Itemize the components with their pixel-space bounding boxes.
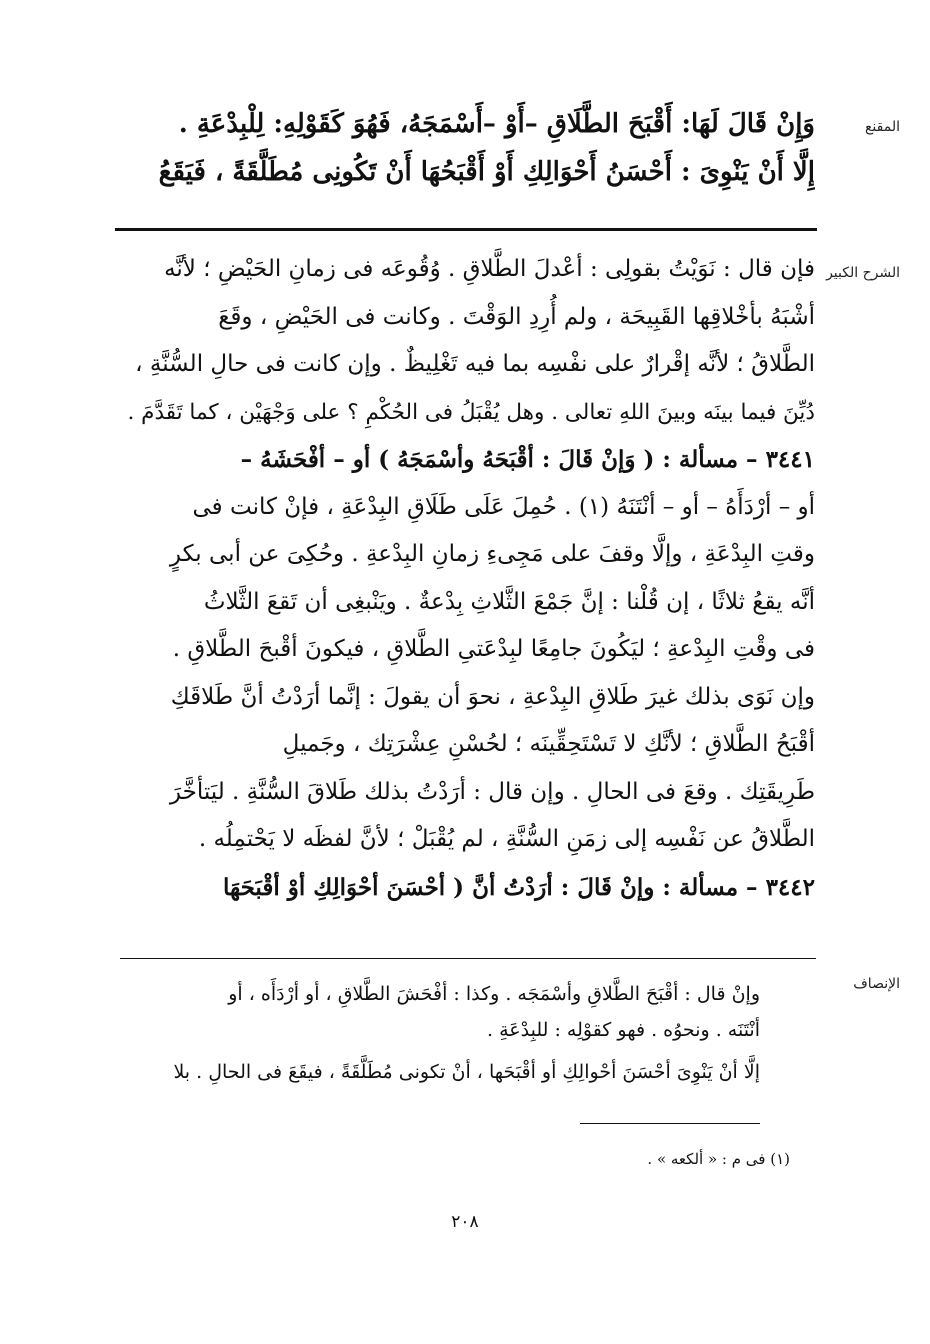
sharh-line: فى وقْتِ البِدْعةِ ؛ ليَكُونَ جامِعًا لبِدْعَتىِ الطَّلاقِ ، فيكونَ أقْبحَ الطَّلاقِ . — [172, 636, 815, 662]
sharh-line: وإن نَوَى بذلك غيرَ طَلاقِ البِدْعةِ ، نحوَ أن يقولَ : إنَّما أرَدْتُ أنَّ طَلاقَكِ — [170, 683, 815, 710]
sharh-line: فإن قال : نَوَيْتُ بقولِى : أعْدلَ الطَّلاقِ . وُقُوعَه فى زمانِ الحَيْضِ ؛ لأنَّه — [164, 256, 815, 282]
section-divider-thin — [120, 958, 816, 959]
section-divider-thick — [115, 228, 817, 231]
sharh-line: أو – أرْدَأَهُ – أو – أنْتَنَهُ (١) . حُمِلَ عَلَى طَلَاقِ البِدْعَةِ ، فإنْ كانت فى — [192, 493, 815, 520]
section-label-muqni: المقنع — [864, 119, 900, 135]
sharh-line-issue: ٣٤٤٢ – مسألة : وإنْ قَالَ : أرَدْتُ أنَّ ( أحْسَنَ أحْوَالِكِ أوْ أقْبَحَهَا — [222, 873, 815, 901]
insaf-line: وإنْ قال : أقْبَحَ الطَّلاقِ وأسْمَجَه . وكذا : أفْحَشَ الطَّلاقِ ، أو أرْدَأَه ، أو — [228, 983, 760, 1005]
sharh-line: أنَّه يقعُ ثلاثًا ، إن قُلْنا : إنَّ جَمْعَ الثَّلاثِ بِدْعةٌ . ويَنْبغِى أن تَقعَ الثَّلاثُ — [203, 588, 815, 615]
muqni-text — [115, 100, 815, 196]
sharh-line: أشْبَهُ بأخْلاقِها القَبِيحَة ، ولم أُرِدِ الوَقْتَ . وكانت فى الحَيْضِ ، وقَعَ — [218, 303, 815, 330]
muqni-line: وَإِنْ قَالَ لَهَا: أَقْبَحَ الطَّلَاقِ –أَوْ –أَسْمَجَهُ، فَهُوَ كَقَوْلِهِ: لِلْبِدْعَةِ . — [178, 109, 815, 139]
insaf-line: إلَّا أنْ يَنْوِىَ أحْسَنَ أحْوالِكِ أو أقْبَحَها ، أنْ تكونى مُطَلَّقَةً ، فيقَعَ فى الحالِ . بلا — [173, 1061, 760, 1083]
footnote-divider — [580, 1123, 760, 1124]
insaf-text — [120, 976, 760, 1090]
insaf-line: أنْتَنَه . ونحوُه . فهو كقوْلِه : للبِدْعَةِ . — [487, 1019, 760, 1041]
page-number: ٢٠٨ — [451, 1212, 479, 1232]
sharh-text — [120, 246, 815, 911]
footnote: (١) فى م : « ألكعه » . — [647, 1150, 790, 1168]
section-label-insaf: الإنصاف — [853, 976, 900, 992]
sharh-line: أقْبَحُ الطَّلاقِ ؛ لأنَّكِ لا تَسْتَحِقِّينَه ؛ لحُسْنِ عِشْرَتِك ، وجَميلِ — [282, 731, 815, 757]
section-label-sharh: الشرح الكبير — [826, 265, 900, 281]
sharh-line: الطَّلاقُ عن نَفْسِه إلى زمَنِ السُّنَّةِ ، لم يُقْبَلْ ؛ لأنَّ لفظَه لا يَحْتمِلُه . — [198, 826, 815, 852]
sharh-line: وقتِ البِدْعَةِ ، وإلَّا وقفَ على مَجِىءِ زمانِ البِدْعةِ . وحُكِىَ عن أبى بكرٍ — [169, 541, 815, 567]
sharh-line: دُيِّنَ فيما بينَه وبينَ اللهِ تعالى . وهل يُقْبَلُ فى الحُكْمِ ؟ على وَجْهَيْن ، كما تَقَدَّمَ . — [127, 399, 815, 425]
muqni-line: إِلَّا أَنْ يَنْوِىَ : أَحْسَنُ أَحْوَالِكِ أَوْ أَقْبَحُهَا أَنْ تَكُونِى مُطَلَّقَةً ، فَيَقَعُ — [158, 157, 815, 187]
sharh-line: الطَّلاقُ ؛ لأنَّه إقْرارٌ على نفْسِه بما فيه تَغْلِيظٌ . وإن كانت فى حالِ السُّنَّةِ ، — [135, 351, 815, 377]
sharh-line: طَرِيقَتِك . وقعَ فى الحالِ . وإن قال : أرَدْتُ بذلك طَلاقَ السُّنَّةِ . ليَتأخَّرَ — [169, 778, 815, 805]
sharh-line-issue: ٣٤٤١ – مسألة : ( وَإنْ قَالَ : أقْبَحَهُ وأسْمَجَهُ ) أو – أفْحَشَهُ – — [240, 446, 815, 473]
